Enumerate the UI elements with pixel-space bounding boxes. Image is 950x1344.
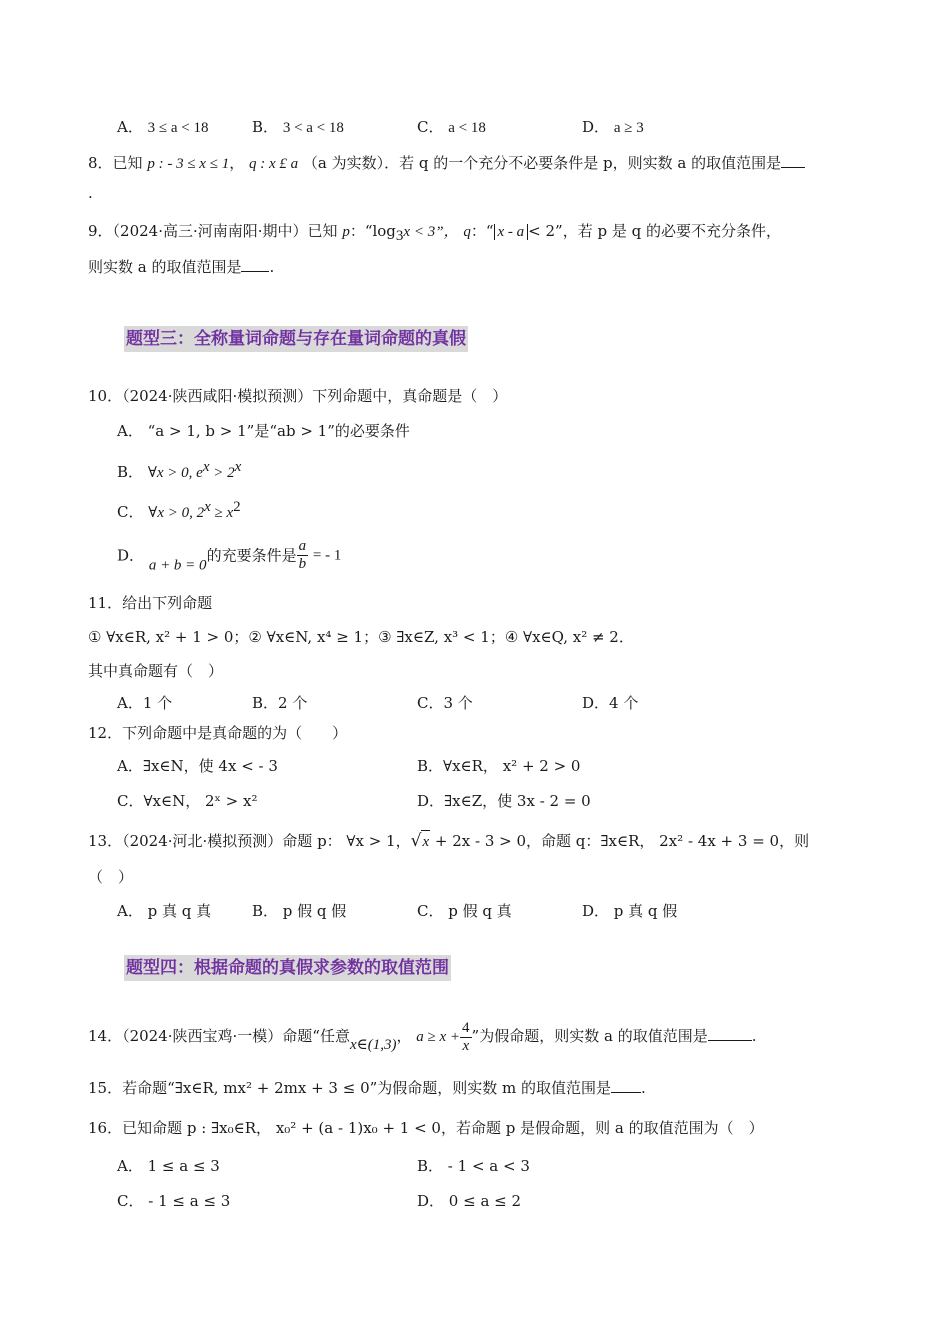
option-label: C． bbox=[117, 503, 144, 521]
option-text: “a > 1, b > 1”是“ab > 1”的必要条件 bbox=[147, 422, 410, 440]
option-label: D． bbox=[582, 118, 610, 136]
question-text: 13．（2024·河北·模拟预测）命题 p： ∀x > 1， bbox=[88, 832, 411, 850]
proposition-p: p bbox=[342, 224, 350, 240]
log-base: 3 bbox=[395, 228, 404, 244]
q10-option-a bbox=[117, 420, 410, 442]
option-expr: a ≥ 3 bbox=[613, 120, 644, 136]
q7-option-c bbox=[417, 116, 486, 139]
option-label: B． bbox=[252, 118, 279, 136]
separator: ， bbox=[396, 1027, 412, 1045]
option-expr: > 2 bbox=[209, 465, 235, 481]
q13-option-d: D． p 真 q 假 bbox=[582, 902, 678, 920]
q13-option-b: B． p 假 q 假 bbox=[252, 902, 347, 920]
option-expr: 3 ≤ a < 18 bbox=[147, 120, 209, 136]
answer-blank[interactable] bbox=[781, 153, 805, 168]
q12-option-a: A．∃x∈N，使 4x < - 3 bbox=[117, 757, 278, 775]
option-label: C． bbox=[417, 118, 444, 136]
option-label: B． bbox=[117, 463, 144, 481]
question-11-ask: 其中真命题有（ ） bbox=[88, 662, 224, 680]
p-def-open: ：“log bbox=[349, 222, 396, 240]
exponent: x bbox=[204, 499, 211, 515]
answer-blank[interactable] bbox=[241, 257, 269, 272]
q12-option-b: B．∀x∈R， x² + 2 > 0 bbox=[417, 757, 581, 775]
question-9 bbox=[88, 220, 781, 247]
q13-option-a: A． p 真 q 真 bbox=[117, 902, 212, 920]
domain-expr: x∈(1,3) bbox=[349, 1037, 397, 1053]
question-text: （a 为实数）．若 q 的一个充分不必要条件是 p，则实数 a 的取值范围是 bbox=[302, 154, 782, 172]
q16-option-c: C． - 1 ≤ a ≤ 3 bbox=[117, 1192, 231, 1210]
question-text: + 2x - 3 > 0，命题 q：∃x∈R， 2x² - 4x + 3 = 0，则 bbox=[430, 832, 810, 850]
q11-option-a: A．1 个 bbox=[117, 694, 173, 712]
q7-option-d bbox=[582, 116, 644, 139]
q10-option-b bbox=[117, 456, 241, 484]
inequality: a ≥ x + bbox=[416, 1029, 461, 1045]
fraction-numerator: a bbox=[298, 538, 307, 554]
question-14 bbox=[88, 1016, 756, 1065]
option-text: 的充要条件是 bbox=[206, 546, 297, 565]
question-10: 10．（2024·陕西咸阳·模拟预测）下列命题中，真命题是（ ） bbox=[88, 387, 508, 405]
question-11: 11．给出下列命题 bbox=[88, 594, 213, 612]
option-expr: a + b = 0 bbox=[148, 557, 207, 574]
q7-option-a bbox=[117, 116, 208, 139]
q12-option-c: C．∀x∈N， 2ˣ > x² bbox=[117, 792, 258, 810]
proposition-q: q bbox=[463, 224, 471, 240]
sqrt-sign: √ bbox=[410, 831, 422, 851]
q-def-close: < 2”，若 p 是 q 的必要不充分条件， bbox=[528, 222, 781, 240]
option-expr: a < 18 bbox=[448, 120, 486, 136]
option-label: A． bbox=[117, 422, 143, 440]
section-4-heading: 题型四：根据命题的真假求参数的取值范围 bbox=[124, 955, 451, 981]
q7-option-b bbox=[252, 116, 344, 139]
section-3-heading: 题型三：全称量词命题与存在量词命题的真假 bbox=[124, 326, 468, 352]
answer-blank[interactable] bbox=[611, 1078, 641, 1093]
fraction bbox=[297, 538, 309, 573]
question-13-paren: （ ） bbox=[88, 868, 134, 886]
question-text: 14．（2024·陕西宝鸡·一模）命题“任意 bbox=[88, 1027, 350, 1045]
exponent: x bbox=[234, 459, 242, 475]
option-label: D． bbox=[117, 546, 145, 565]
exponent: 2 bbox=[233, 499, 241, 515]
option-expr: ≥ x bbox=[210, 505, 234, 521]
question-13 bbox=[88, 830, 809, 853]
q16-option-a: A． 1 ≤ a ≤ 3 bbox=[117, 1157, 220, 1175]
question-16: 16．已知命题 p : ∃x₀∈R， x₀² + (a - 1)x₀ + 1 < 0，若命题 p 是假命题，则 a 的取值范围为（ ） bbox=[88, 1119, 764, 1137]
tail: . bbox=[641, 1079, 646, 1097]
proposition-list: ① ∀x∈R, x² + 1 > 0；② ∀x∈N, x⁴ ≥ 1；③ ∃x∈Z, x³ < 1；④ ∀x∈Q, x² ≠ 2． bbox=[88, 628, 634, 646]
exponent: x bbox=[202, 459, 210, 475]
fraction bbox=[460, 1020, 472, 1055]
question-12: 12．下列命题中是真命题的为（ ） bbox=[88, 724, 348, 742]
option-expr: ∀x > 0, 2 bbox=[148, 505, 205, 521]
q11-option-d: D．4 个 bbox=[582, 694, 639, 712]
answer-blank[interactable] bbox=[708, 1026, 752, 1041]
question-text: 15．若命题“∃x∈R, mx² + 2mx + 3 ≤ 0”为假命题，则实数 m 的取值范围是 bbox=[88, 1079, 612, 1097]
tail: . bbox=[751, 1027, 757, 1045]
sqrt-radicand: x bbox=[421, 830, 430, 853]
p-def-close: x < 3”， bbox=[403, 224, 459, 240]
option-expr: 3 < a < 18 bbox=[282, 120, 344, 136]
abs-expr: x - a bbox=[494, 224, 529, 240]
q16-option-d: D． 0 ≤ a ≤ 2 bbox=[417, 1192, 522, 1210]
question-number: 9．（2024·高三·河南南阳·期中）已知 bbox=[88, 222, 338, 240]
question-number: 8．已知 bbox=[88, 154, 143, 172]
q10-option-d bbox=[117, 538, 341, 577]
q10-option-c bbox=[117, 496, 241, 524]
q13-option-c: C． p 假 q 真 bbox=[417, 902, 512, 920]
fraction-denominator: b bbox=[298, 556, 307, 572]
q11-option-b: B．2 个 bbox=[252, 694, 308, 712]
q12-option-d: D．∃x∈Z，使 3x - 2 = 0 bbox=[417, 792, 591, 810]
question-15 bbox=[88, 1077, 646, 1099]
fraction-denominator: x bbox=[462, 1037, 470, 1054]
tail: . bbox=[269, 258, 275, 276]
question-8-tail: . bbox=[88, 184, 93, 202]
option-label: A． bbox=[117, 118, 143, 136]
proposition-q: q : x £ a bbox=[248, 156, 299, 172]
question-11-items bbox=[88, 626, 634, 648]
q11-option-c: C．3 个 bbox=[417, 694, 473, 712]
question-8: 8．已知 p : - 3 ≤ x ≤ 1， q : x £ a （a 为实数）．若 q 的一个充分不必要条件是 p，则实数 a 的取值范围是 bbox=[88, 152, 805, 175]
question-text: ”为假命题，则实数 a 的取值范围是 bbox=[471, 1027, 708, 1045]
option-expr: ∀x > 0, e bbox=[147, 465, 203, 481]
q16-option-b: B． - 1 < a < 3 bbox=[417, 1157, 530, 1175]
question-text: 则实数 a 的取值范围是 bbox=[88, 258, 242, 276]
q-def-open: ：“ bbox=[470, 222, 494, 240]
fraction-numerator: 4 bbox=[462, 1019, 470, 1036]
option-expr: = - 1 bbox=[312, 547, 342, 564]
question-9-line2 bbox=[88, 256, 274, 278]
proposition-p: p : - 3 ≤ x ≤ 1 bbox=[147, 156, 230, 172]
